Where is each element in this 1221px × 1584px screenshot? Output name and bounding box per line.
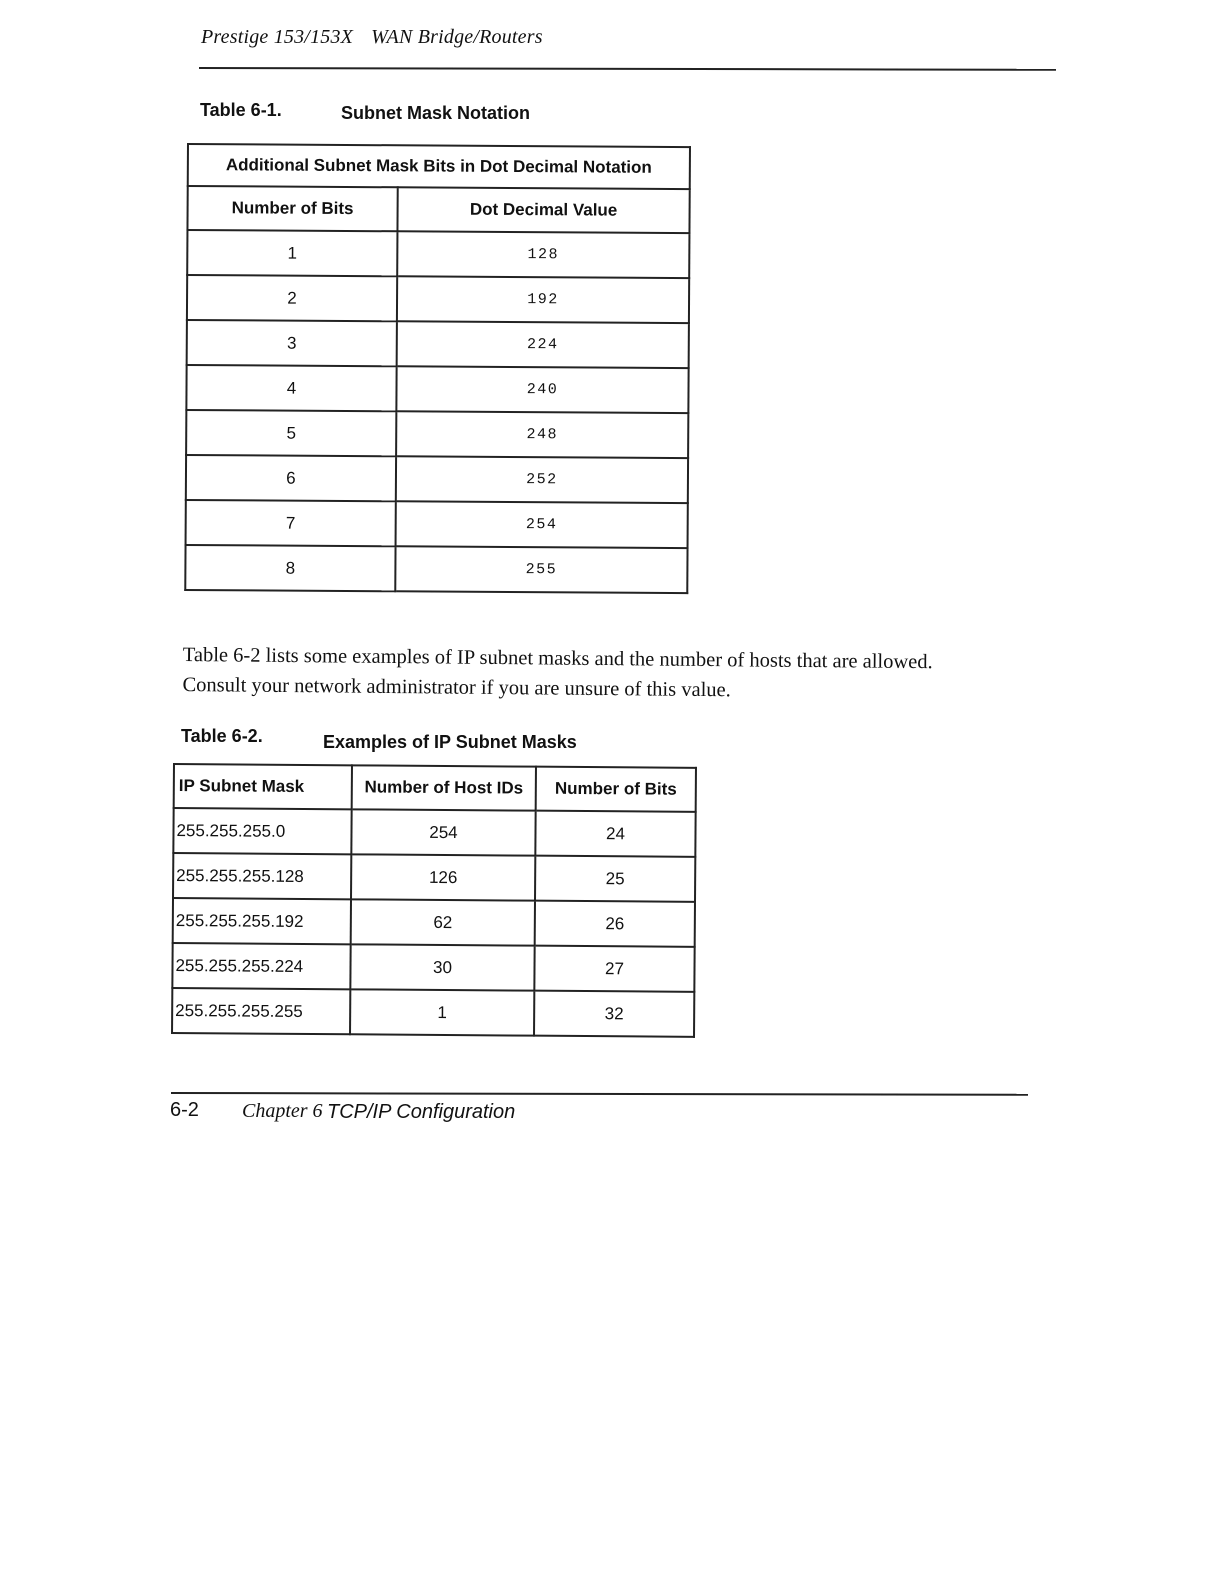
column-header-number-of-bits: Number of Bits	[187, 186, 397, 231]
bits-cell: 1	[187, 230, 397, 276]
dot-decimal-cell: 240	[396, 366, 688, 413]
table-row	[186, 500, 688, 548]
table-row	[187, 275, 689, 323]
footer-rule	[171, 1092, 1028, 1096]
bits-cell: 32	[534, 991, 694, 1037]
table-row	[186, 455, 688, 503]
table-row	[186, 365, 688, 413]
table-row	[185, 545, 687, 593]
table-row	[173, 898, 695, 947]
column-header-ip-subnet-mask: IP Subnet Mask	[174, 764, 352, 809]
table-6-1-caption	[200, 100, 531, 123]
header-product: Prestige 153/153X	[201, 26, 354, 48]
bits-cell: 5	[186, 410, 396, 456]
table-row	[172, 943, 694, 992]
table-6-1-span-header: Additional Subnet Mask Bits in Dot Decimal Notation	[188, 144, 690, 189]
bits-cell: 26	[535, 901, 695, 947]
dot-decimal-cell: 224	[397, 321, 689, 368]
host-ids-cell: 126	[351, 854, 535, 900]
dot-decimal-cell: 254	[396, 501, 688, 548]
bits-cell: 7	[186, 500, 396, 546]
page-number: 6-2	[170, 1099, 199, 1121]
host-ids-cell: 30	[350, 944, 534, 990]
footer-section-title: TCP/IP Configuration	[327, 1101, 516, 1123]
dot-decimal-cell: 248	[396, 411, 688, 458]
bits-cell: 27	[534, 946, 694, 992]
bits-cell: 8	[185, 545, 395, 591]
ip-subnet-masks-table	[171, 763, 697, 1038]
column-header-dot-decimal-value: Dot Decimal Value	[397, 187, 689, 233]
dot-decimal-cell: 192	[397, 276, 689, 323]
bits-cell: 4	[186, 365, 396, 411]
header-rule	[199, 67, 1056, 71]
paragraph-line: Table 6-2 lists some examples of IP subnet masks and the number of hosts that are allowed.	[182, 643, 933, 674]
table-row	[172, 988, 694, 1037]
footer-chapter: Chapter 6	[242, 1100, 323, 1122]
table-6-2-title: Examples of IP Subnet Masks	[323, 732, 577, 752]
subnet-mask-cell: 255.255.255.192	[173, 898, 351, 944]
paragraph-line: Consult your network administrator if you are unsure of this value.	[182, 673, 731, 702]
dot-decimal-cell: 255	[395, 546, 687, 593]
table-row	[173, 853, 695, 902]
subnet-mask-cell: 255.255.255.255	[172, 988, 350, 1034]
subnet-mask-cell: 255.255.255.128	[173, 853, 351, 899]
subnet-mask-cell: 255.255.255.0	[173, 808, 351, 854]
table-6-1-label: Table 6-1.	[200, 100, 282, 120]
table-6-2-caption	[181, 726, 577, 752]
table-row	[173, 808, 695, 857]
column-header-number-of-bits: Number of Bits	[536, 767, 696, 812]
bits-cell: 2	[187, 275, 397, 321]
body-paragraph	[182, 640, 1003, 708]
dot-decimal-cell: 252	[396, 456, 688, 503]
table-row	[187, 230, 689, 278]
dot-decimal-cell: 128	[397, 231, 689, 278]
host-ids-cell: 1	[350, 989, 534, 1035]
table-row	[187, 320, 689, 368]
host-ids-cell: 254	[351, 809, 535, 855]
bits-cell: 25	[535, 856, 695, 902]
page-footer	[170, 1099, 516, 1123]
subnet-mask-cell: 255.255.255.224	[172, 943, 350, 989]
bits-cell: 3	[187, 320, 397, 366]
bits-cell: 6	[186, 455, 396, 501]
running-header	[201, 26, 543, 49]
table-6-2-label: Table 6-2.	[181, 726, 263, 746]
table-row	[186, 410, 688, 458]
table-6-1-title: Subnet Mask Notation	[341, 103, 531, 123]
column-header-number-of-host-ids: Number of Host IDs	[352, 765, 536, 810]
header-subtitle: WAN Bridge/Routers	[371, 26, 543, 48]
subnet-mask-notation-table	[184, 143, 691, 594]
host-ids-cell: 62	[351, 899, 535, 945]
bits-cell: 24	[535, 811, 695, 857]
